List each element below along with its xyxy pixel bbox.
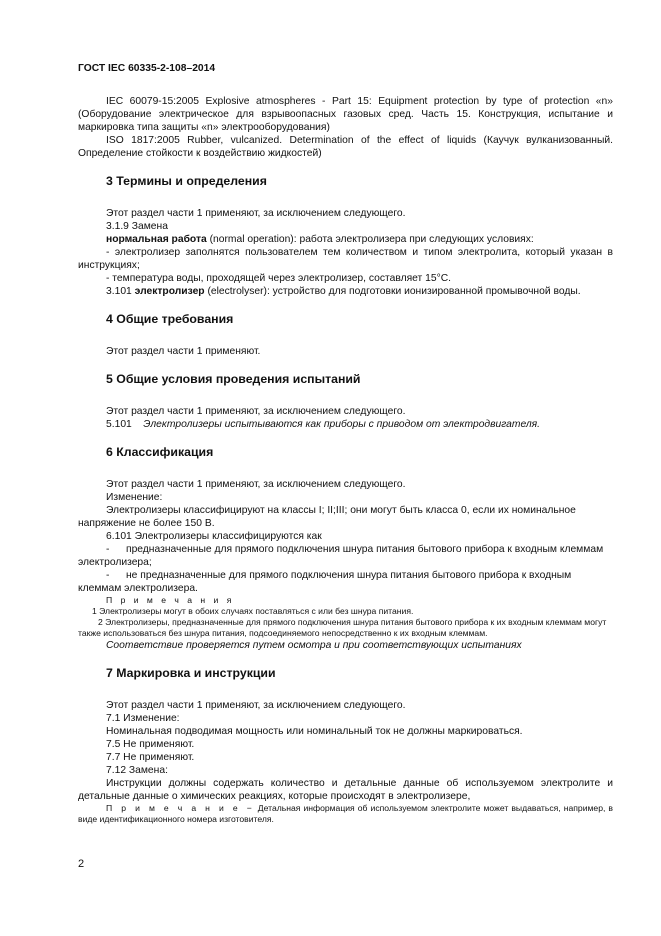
section-6-bullet-1 (78, 543, 613, 569)
section-7-intro: Этот раздел части 1 применяют, за исключением следующего. (106, 700, 406, 711)
section-5-101-text: Электролизеры испытываются как приборы с приводом от электродвигателя. (143, 419, 541, 430)
page-number: 2 (78, 858, 85, 870)
section-4-title: 4 Общие требования (106, 312, 234, 326)
section-6-change: Изменение: (106, 492, 163, 503)
bullet-text: не предназначенные для прямого подключения шнура питания бытового прибора к входным клеммам электролизера. (78, 570, 572, 594)
section-7-7: 7.7 Не применяют. (106, 752, 195, 763)
term-normal-operation-def: (normal operation): работа электролизера при следующих условиях: (206, 234, 534, 245)
document-header: ГОСТ IEC 60335-2-108–2014 (78, 63, 216, 74)
section-5-title: 5 Общие условия проведения испытаний (106, 372, 361, 386)
section-7-note-text: Детальная информация об используемом электролите может выдаваться, например, в виде идентификационного номера изготовителя. (78, 803, 613, 824)
section-3-item-1: - электролизер заполнятся пользователем тем количеством и типом электролита, который указан в инструкциях; (78, 247, 613, 271)
section-7-title: 7 Маркировка и инструкции (106, 666, 276, 680)
section-6-bullet-2 (78, 569, 613, 595)
section-3-definition (78, 233, 613, 246)
section-6-title: 6 Классификация (106, 445, 214, 459)
section-5-101-number: 5.101 (106, 419, 132, 430)
bullet-dash: - (106, 570, 110, 581)
section-6-notes-label: П р и м е ч а н и я (106, 595, 235, 605)
term-normal-operation: нормальная работа (106, 234, 207, 245)
section-3-def-101 (78, 285, 613, 298)
section-6-note-1: 1 Электролизеры могут в обоих случаях поставляться с или без шнура питания. (92, 606, 414, 616)
bullet-text: предназначенные для прямого подключения шнура питания бытового прибора к входным клеммам электролизера; (78, 544, 604, 568)
def-101-term: электролизер (134, 286, 205, 297)
section-7-1-text: Номинальная подводимая мощность или номинальный ток не должны маркироваться. (106, 726, 523, 737)
section-7-note (78, 803, 613, 825)
ref-iso-1817: ISO 1817:2005 Rubber, vulcanized. Determination of the effect of liquids (Каучук вулканизованный. Определение стойкости к воздействию жидкостей) (78, 135, 613, 159)
section-7-note-label: П р и м е ч а н и е − (106, 803, 255, 813)
section-7-12-text: Инструкции должны содержать количество и детальные данные об используемом электролите и детальные данные о химических реакциях, которые происходят в электролизере, (78, 778, 613, 802)
section-5-intro: Этот раздел части 1 применяют, за исключением следующего. (106, 406, 406, 417)
def-101-text: (electrolyser): устройство для подготовки ионизированной промывочной воды. (204, 286, 581, 297)
section-4-text: Этот раздел части 1 применяют. (106, 346, 261, 357)
section-6-101: 6.101 Электролизеры классифицируются как (106, 531, 322, 542)
section-3-intro: Этот раздел части 1 применяют, за исключением следующего. (106, 208, 406, 219)
section-7-1: 7.1 Изменение: (106, 713, 180, 724)
bullet-dash: - (106, 544, 110, 555)
section-3-replace: 3.1.9 Замена (106, 221, 168, 232)
section-6-compliance: Соответствие проверяется путем осмотра и при соответствующих испытаниях (106, 640, 522, 651)
section-6-intro: Этот раздел части 1 применяют, за исключением следующего. (106, 479, 406, 490)
section-3-title: 3 Термины и определения (106, 174, 267, 188)
ref-iec-60079: IEC 60079-15:2005 Explosive atmospheres - Part 15: Equipment protection by type of protection «n» (Оборудование электрическое для взрывоопасных газовых сред. Часть 15. Конструкция, испытание и маркировка типа защиты «n» электрооборудования) (78, 96, 613, 133)
def-101-number: 3.101 (106, 286, 135, 297)
section-7-5: 7.5 Не применяют. (106, 739, 195, 750)
section-5-101 (78, 418, 613, 431)
section-6-note-2: 2 Электролизеры, предназначенные для прямого подключения шнура питания бытового прибора к их входным клеммам могут также использоваться без шнура питания, подсоединяемого непосредственно к их входным клеммам. (78, 617, 607, 638)
section-7-12: 7.12 Замена: (106, 765, 168, 776)
document-page (78, 62, 613, 825)
section-3-item-2: - температура воды, проходящей через электролизер, составляет 15°C. (106, 273, 451, 284)
section-6-text-1: Электролизеры классифицируют на классы I; II;III; они могут быть класса 0, если их номинальное напряжение не более 150 В. (78, 505, 576, 529)
